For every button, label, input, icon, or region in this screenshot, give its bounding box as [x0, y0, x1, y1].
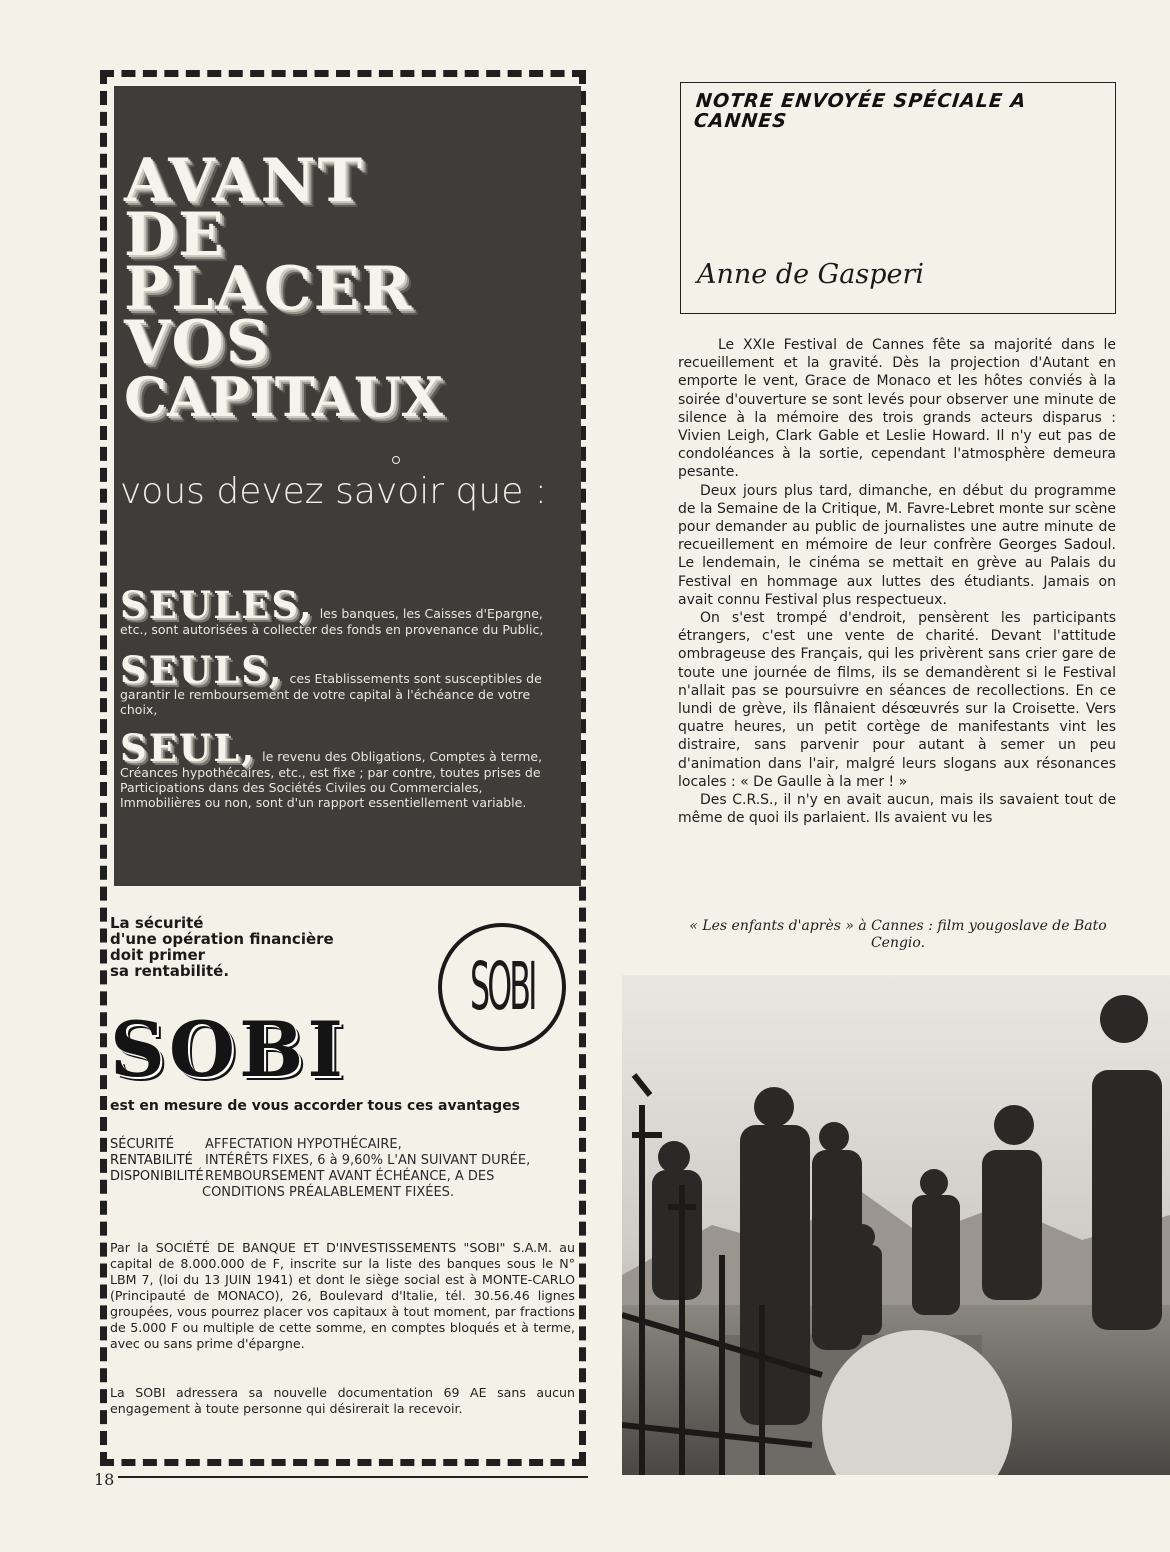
- article-paragraph: Deux jours plus tard, dimanche, en début du programme de la Semaine de la Critique, M. Favre-Lebret monte sur scène pour demander au public de journalistes une autre minute de recueillement en mémoire de leur confrère Georges Sadoul. Le lendemain, le cinéma se mettait en grève au Palais du Festival en hommage aux luttes des étudiants. Jamais on avait connu Festival plus respectueux.: [678, 482, 1116, 608]
- ad-body-text: Par la SOCIÉTÉ DE BANQUE ET D'INVESTISSEMENTS "SOBI" S.A.M. au capital de 8.000.000 de F, inscrite sur la liste des banques sous le N° LBM 7, (loi du 13 JUIN 1941) et dont le siège social est à MONTE-CARLO (Principauté de MONACO), 26, Boulevard d'Italie, tél. 30.56.46 lignes groupées, vous pourrez placer vos capitaux à tout moment, par fractions de 5.000 F ou multiple de cette somme, en comptes bloqués et à terme, avec ou sans prime d'épargne.: [110, 1240, 575, 1351]
- sobi-logo-text: SOBI: [469, 948, 535, 1025]
- article-paragraph: On s'est trompé d'endroit, pensèrent les participants étrangers, c'est une vente de charité. Devant l'attitude ombrageuse des Français, qui les privèrent sans crier gare de toute une journée de films, ils se demandèrent si le Festival n'allait pas se poursuivre en séances de recollections. En ce lundi de grève, ils flânaient désœuvrés sur la Croisette. Vers quatre heures, un petit cortège de manifestants vint les distraire, sans parvenir pour autant à semer un peu d'animation dans l'air, malgré leurs slogans aux résonances locales : « De Gaulle à la mer ! »: [678, 610, 1116, 790]
- feature-term: SÉCURITÉ: [110, 1137, 175, 1152]
- ad-point-text: les banques, les Caisses d'Epargne, etc., sont autorisées à collecter des fonds en provenance du Public,: [120, 606, 544, 637]
- ad-point-keyword: SEUL,: [120, 726, 257, 770]
- feature-description: REMBOURSEMENT AVANT ÉCHÉANCE, A DES: [205, 1169, 495, 1184]
- ad-point: [120, 583, 566, 637]
- footer-rule: [118, 1476, 588, 1478]
- headline-line: AVANT: [124, 146, 365, 216]
- feature-description: INTÉRÊTS FIXES, 6 à 9,60% L'AN SUIVANT DURÉE,: [205, 1153, 531, 1168]
- film-still-illustration: [622, 975, 1170, 1475]
- feature-description: CONDITIONS PRÉALABLEMENT FIXÉES.: [202, 1185, 455, 1200]
- feature-row: [110, 1169, 575, 1185]
- feature-term: DISPONIBILITÉ: [110, 1169, 204, 1184]
- ad-lead-text: vous devez savoir que :: [120, 471, 547, 512]
- advertisement-dark-panel: [114, 86, 581, 886]
- article-kicker: NOTRE ENVOYÉE SPÉCIALE A CANNES: [692, 90, 1028, 132]
- feature-list: [110, 1137, 575, 1201]
- ad-headline: [124, 146, 579, 429]
- feature-description: AFFECTATION HYPOTHÉCAIRE,: [205, 1137, 402, 1152]
- article-paragraph: Le XXIe Festival de Cannes fête sa majorité dans le recueillement et la gravité. Dès la projection d'Autant en emporte le vent, Grace de Monaco et les hôtes conviés à la soirée d'ouverture se sont levés pour observer une minute de silence à la mémoire des trois grands acteurs disparus : Vivien Leigh, Clark Gable et Leslie Howard. Il n'y eut pas de condoléances à la sortie, cependant l'atmosphère demeura pesante.: [678, 337, 1116, 481]
- brand-statement: est en mesure de vous accorder tous ces avantages: [110, 1098, 521, 1114]
- feature-row: [110, 1185, 575, 1201]
- ad-closing-text: La SOBI adressera sa nouvelle documentation 69 AE sans aucun engagement à toute personne qui désirerait la recevoir.: [110, 1385, 575, 1416]
- headline-line: DE: [124, 200, 226, 270]
- feature-term: RENTABILITÉ: [110, 1153, 193, 1168]
- ad-point-text: ces Etablissements sont susceptibles de garantir le remboursement de votre capital à l'échéance de votre choix,: [120, 671, 542, 717]
- sobi-logo: [438, 923, 566, 1051]
- ad-point: [120, 726, 566, 810]
- feature-row: [110, 1137, 575, 1153]
- ad-point: [120, 648, 566, 717]
- headline-line: CAPITAUX: [124, 365, 443, 429]
- headline-line: VOS: [124, 308, 272, 378]
- brand-name: SOBI: [110, 1005, 347, 1094]
- article-header-box: [680, 82, 1116, 314]
- article-body: [678, 336, 1116, 827]
- photo-caption: « Les enfants d'après » à Cannes : film yougoslave de Bato Cengio.: [689, 918, 1107, 951]
- ad-tagline: [110, 915, 370, 979]
- tagline-line: d'une opération financière: [110, 930, 334, 948]
- article-paragraph: Des C.R.S., il n'y en avait aucun, mais ils savaient tout de même de quoi ils parlaient. Ils avaient vu les: [678, 792, 1116, 827]
- decorative-circle-icon: [392, 456, 400, 464]
- ad-point-keyword: SEULS,: [120, 648, 284, 692]
- article-author: Anne de Gasperi: [697, 259, 925, 290]
- feature-row: [110, 1153, 575, 1169]
- film-still-photo: [622, 975, 1170, 1475]
- ad-point-keyword: SEULES,: [120, 583, 314, 627]
- ad-point-text: le revenu des Obligations, Comptes à terme, Créances hypothécaires, etc., est fixe ; par contre, toutes prises de Participations dans des Sociétés Civiles ou Commerciales, Immobilières ou non, sont d'un rapport essentiellement variable.: [120, 749, 543, 810]
- tagline-line: sa rentabilité.: [110, 962, 230, 980]
- tagline-line: La sécurité: [110, 914, 204, 932]
- page-number: 18: [94, 1470, 115, 1489]
- headline-line: PLACER: [124, 254, 414, 324]
- tagline-line: doit primer: [110, 946, 206, 964]
